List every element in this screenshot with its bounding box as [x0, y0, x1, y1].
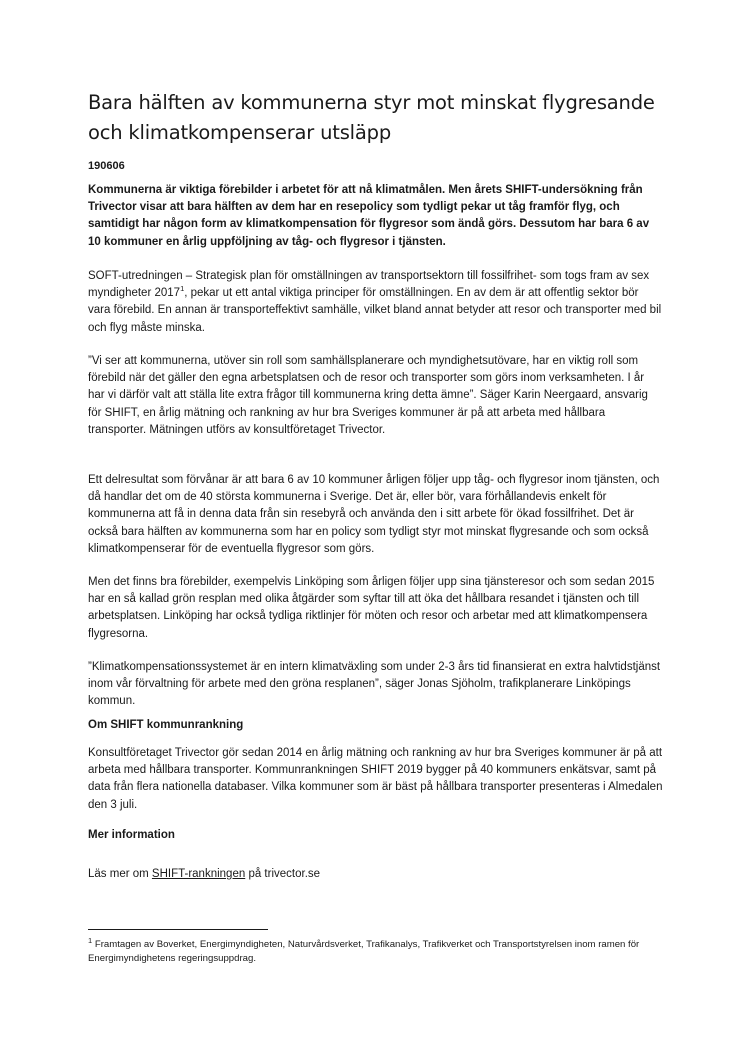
paragraph-om-shift: Konsultföretaget Trivector gör sedan 2014 en årlig mätning och rankning av hur bra Sveriges kommuner är på att arbeta med hållbara transporter. Kommunrankningen SHIFT 2019 bygger på 40 kommuners enkätsvar, samt på data från flera nationella databaser. Vilka kommuner som är bäst på hållbara transporter presenteras i Almedalen den 3 juli.: [88, 747, 663, 811]
paragraph-linkoping: Men det finns bra förebilder, exempelvis Linköping som årligen följer upp sina tjänsteresor och som sedan 2015 har en så kallad grön resplan med olika åtgärder som syftar till att öka det hållbara resandet i tjänsten och till arbetsplatsen. Linköping har också tydliga riktlinjer för möten och resor och arbetar med att klimatkompensera flygresorna.: [88, 576, 655, 640]
more-text-after: på trivector.se: [245, 868, 321, 880]
paragraph-soft: [88, 268, 663, 337]
paragraph-quote-neergaard: ”Vi ser att kommunerna, utöver sin roll som samhällsplanerare och myndighetsutövare, har en viktig roll som förebild när det gäller den egna arbetsplatsen och de resor och transporter som görs inom verksamheten. I år har vi därför valt att ställa lite extra frågor till kommunerna kring detta ämne”. Säger Karin Neergaard, ansvarig för SHIFT, en årlig mätning och rankning av hur bra Sveriges kommuner är på att arbeta med hållbara transporter. Mätningen utförs av konsultföretaget Trivector.: [88, 355, 648, 436]
paragraph-soft-text-after: , pekar ut ett antal viktiga principer för omställningen. En av dem är att offentlig sektor bör vara förebild. En annan är transporteffektivt samhälle, vilket bland annat betyder att resor och transporter med bil och flyg måste minska.: [88, 287, 662, 334]
footnote-divider: [88, 929, 268, 930]
more-text-before: Läs mer om: [88, 868, 152, 880]
paragraph-mer-information: [88, 866, 663, 883]
footnote-number: 1: [88, 935, 93, 945]
lead-paragraph: Kommunerna är viktiga förebilder i arbetet för att nå klimatmålen. Men årets SHIFT-undersökning från Trivector visar att bara hälften av dem har en resepolicy som tydligt pekar ut tåg framför flyg, och samtidigt har någon form av klimatkompensation för flygresor som ändå görs. Dessutom har bara 6 av 10 kommuner en årlig uppföljning av tåg- och flygresor i tjänsten.: [88, 184, 650, 248]
footnote-ref[interactable]: 1: [180, 284, 185, 294]
paragraph-quote-sjoholm: ”Klimatkompensationssystemet är en intern klimatväxling som under 2-3 års tid finansierat en extra halvtidstjänst inom vår förvaltning för arbete med den gröna resplanen”, säger Jonas Sjöholm, trafikplanerare Linköpings kommun.: [88, 661, 661, 708]
page-title: Bara hälften av kommunerna styr mot minskat flygresande och klimatkompenserar utsläpp: [88, 91, 655, 144]
paragraph-soft-text-before: SOFT-utredningen – Strategisk plan för omställningen av transportsektorn till fossilfrihet- som togs fram av sex myndigheter 2017: [88, 270, 650, 300]
publish-date: 190606: [88, 160, 125, 172]
shift-rankingen-link[interactable]: SHIFT-rankningen: [151, 868, 246, 880]
footnote: [88, 935, 663, 965]
heading-om-shift: Om SHIFT kommunrankning: [88, 719, 244, 731]
footnote-text: Framtagen av Boverket, Energimyndigheten, Naturvårdsverket, Trafikanalys, Trafikverket och Transportstyrelsen inom ramen för Energimyndighetens regeringsuppdrag.: [88, 939, 640, 964]
heading-mer-information: Mer information: [88, 829, 175, 841]
paragraph-result: Ett delresultat som förvånar är att bara 6 av 10 kommuner årligen följer upp tåg- och flygresor inom tjänsten, och då handlar det om de 40 största kommunerna i Sverige. Det är, eller bör, vara förhållandevis enkelt för kommunerna att få in denna data från sin resebyrå och använda den i sitt arbete för ökad fossilfrihet. Det är också bara hälften av kommunerna som har en policy som tydligt styr mot minskat flygresande och som också klimatkompenserar för de eventuella flygresor som görs.: [88, 474, 660, 555]
